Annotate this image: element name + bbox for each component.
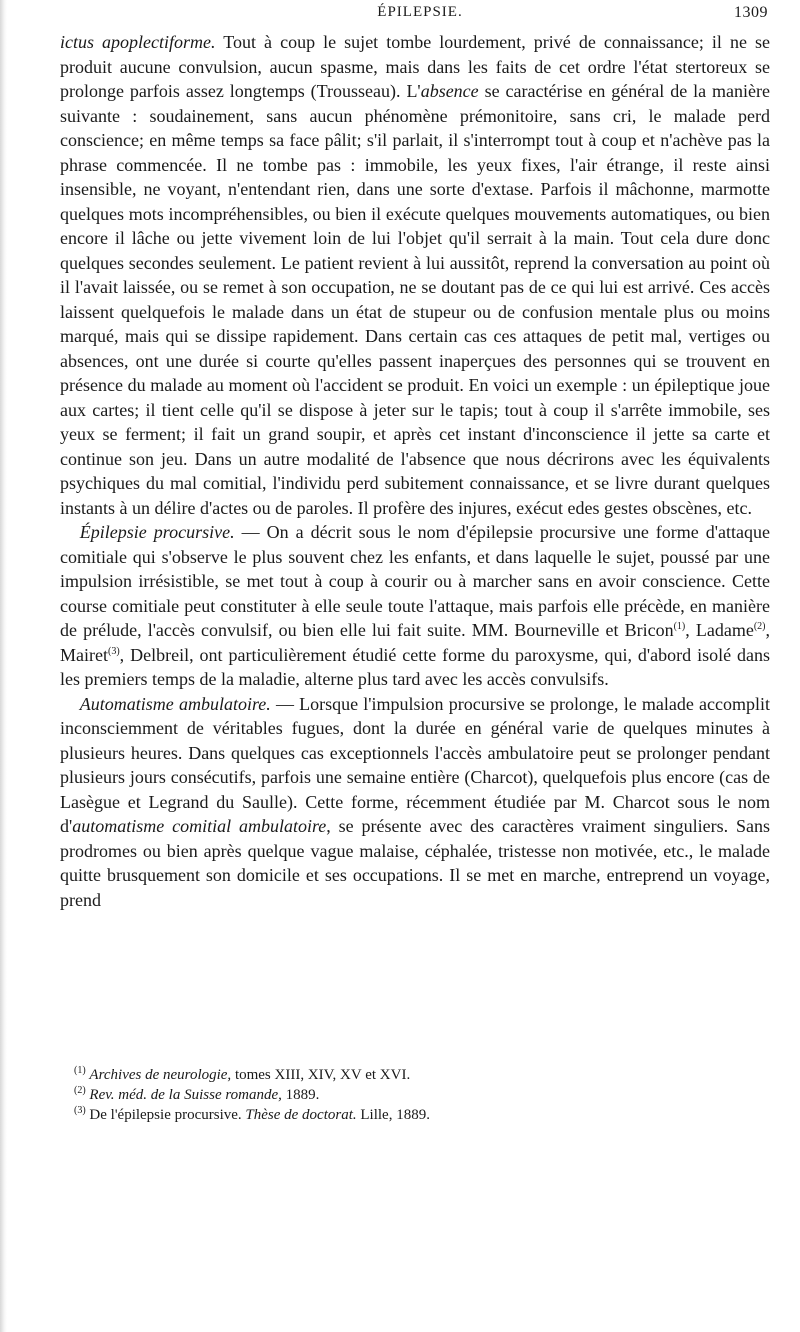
- italic-text: absence: [420, 81, 479, 101]
- paragraph: [60, 520, 770, 692]
- page-number: 1309: [734, 4, 768, 21]
- italic-text: Archives de neurologie,: [89, 1067, 232, 1083]
- footnote-marker: (1): [74, 1065, 86, 1076]
- footnote: [60, 1065, 770, 1085]
- paragraph: [60, 692, 770, 913]
- italic-text: ictus apoplectiforme.: [60, 32, 216, 52]
- text-run: , Mairet: [60, 620, 770, 665]
- book-page: [60, 0, 780, 1332]
- text-run: — On a décrit sous le nom d'épilepsie procursive une forme d'attaque comitiale qui s'observe le plus souvent chez les enfants, et dans laquelle le sujet, poussé par une impulsion irrésistible, se met tout à coup à courir ou à marcher sans en avoir conscience. Cette course comitiale peut constituter à elle seule toute l'attaque, mais parfois elle précède, en manière de prélude, l'accès convulsif, ou bien elle lui fait suite. MM. Bourneville et Bricon: [60, 522, 771, 640]
- footnote: [60, 1105, 770, 1125]
- running-head: [60, 4, 780, 32]
- page-edge-shadow: [0, 0, 7, 1332]
- footnote-marker: (2): [74, 1085, 86, 1096]
- footnote: [60, 1085, 770, 1105]
- italic-text: Automatisme ambulatoire.: [79, 693, 271, 714]
- paragraph: [60, 30, 770, 520]
- running-title: ÉPILEPSIE.: [377, 4, 463, 20]
- body-text: [60, 30, 770, 912]
- italic-text: Rev. méd. de la Suisse romande,: [89, 1087, 282, 1103]
- text-run: tomes XIII, XIV, XV et XVI.: [231, 1067, 411, 1083]
- text-run: , Ladame: [685, 620, 754, 640]
- text-run: L': [406, 81, 421, 101]
- footnotes: [60, 1065, 770, 1125]
- text-run: Lille, 1889.: [356, 1107, 430, 1123]
- text-run: De l'épilepsie procursive.: [85, 1107, 246, 1123]
- italic-text: Épilepsie procursive.: [79, 522, 235, 542]
- italic-text: automatisme comitial ambulatoire: [72, 816, 327, 836]
- text-run: , Delbreil, ont particulièrement étudié cette forme du paroxysme, qui, d'abord isolé dans les premiers temps de la maladie, alterne plus tard avec les accès convulsifs.: [60, 644, 770, 689]
- footnote-marker: (3): [107, 645, 120, 657]
- footnote-marker: (2): [753, 621, 766, 632]
- text-run: , se présente avec des caractères vraiment singuliers. Sans prodromes ou bien après quelque vague malaise, céphalée, tristesse non motivée, etc., le malade quitte brusquement son domicile et ses occupations. Il se met en marche, entreprend un voyage, prend: [60, 816, 770, 910]
- italic-text: Thèse de doctorat.: [245, 1107, 357, 1123]
- text-run: — Lorsque l'impulsion procursive se prolonge, le malade accomplit inconsciemment de véritables fugues, dont la durée en général varie de quelques minutes à plusieurs heures. Dans quelques cas exceptionnels l'accès ambulatoire peut se prolonger pendant plusieurs jours consécutifs, parfois une semaine entière (Charcot), quelquefois plus encore (cas de Lasègue et Legrand du Saulle). Cette forme, récemment étudiée par M. Charcot sous le nom d': [60, 693, 770, 836]
- text-run: Tout à coup le sujet tombe lourdement, privé de connaissance; il ne se produit aucune convulsion, aucun spasme, mais dans les faits de cet ordre l'état stertoreux se prolonge parfois assez longtemps (Trousseau).: [60, 32, 770, 101]
- footnote-marker: (3): [74, 1105, 86, 1116]
- footnote-marker: (1): [673, 621, 686, 632]
- text-run: se caractérise en général de la manière suivante : soudainement, sans aucun phénomène prémonitoire, sans cri, le malade perd conscience; en même temps sa face pâlit; s'il parlait, il s'interrompt tout à coup et n'achève pas la phrase commencée. Il ne tombe pas : immobile, les yeux fixes, l'air étrange, il reste ainsi insensible, ne voyant, n'entendant rien, dans une sorte d'extase. Parfois il mâchonne, marmotte quelques mots incompréhensibles, ou bien il exécute quelques mouvements automatiques, ou bien encore il lâche ou jette vivement loin de lui l'objet qu'il serrait à la main. Tout cela dure donc quelques secondes seulement. Le patient revient à lui aussitôt, reprend la conversation au point où il l'avait laissée, ou se remet à son occupation, ne se doutant pas de ce qui lui est arrivé. Ces accès laissent quelquefois le malade dans un état de stupeur ou de confusion mentale plus ou moins marqué, mais qui se dissipe rapidement. Dans certain cas ces attaques de petit mal, vertiges ou absences, ont une durée si courte qu'elles passent inaperçues des personnes qui se trouvent en présence du malade au moment où l'accident se produit. En voici un exemple : un épileptique joue aux cartes; il tient celle qu'il se dispose à jeter sur le tapis; tout à coup il s'arrête immobile, ses yeux se ferment; il fait un grand soupir, et après cet instant d'inconscience il jette sa carte et continue son jeu. Dans un autre modalité de l'absence que nous décrirons avec les équivalents psychiques du mal comitial, l'individu perd subitement connaissance, et se livre durant quelques instants à un délire d'actes ou de paroles. Il profère des injures, exécut edes gestes obscènes, etc.: [60, 81, 770, 518]
- text-run: 1889.: [281, 1087, 320, 1103]
